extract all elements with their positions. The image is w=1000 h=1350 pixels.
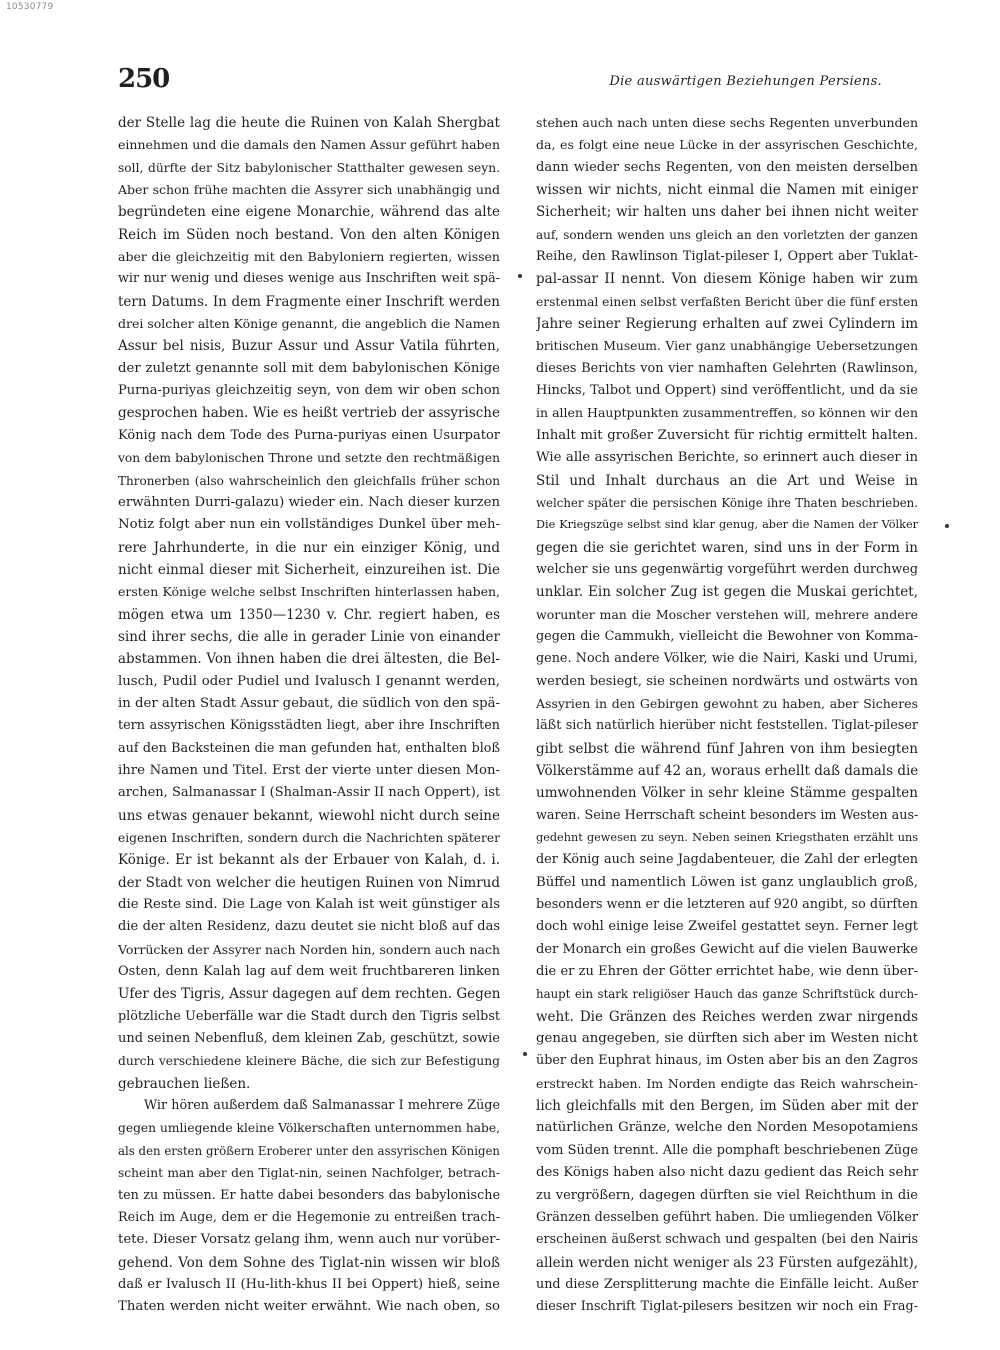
text-line: tern Datums. In dem Fragmente einer Inschrift werden [118,293,500,310]
text-line: Hincks, Talbot und Oppert) sind veröffentlicht, und da sie [536,383,918,399]
text-line: dieser Inschrift Tiglat-pilesers besitzen wir noch ein Frag- [536,1299,918,1315]
text-line: archen, Salmanassar I (Shalman-Assir II nach Oppert), ist [118,785,500,801]
text-line: Osten, denn Kalah lag auf dem weit fruchtbareren linken [118,964,500,980]
text-line: Inhalt mit großer Zuversicht für richtig ermittelt halten. [536,427,918,443]
text-line: britischen Museum. Vier ganz unabhängige Uebersetzungen [536,339,918,354]
text-line: Vorrücken der Assyrer nach Norden hin, sondern auch nach [118,941,500,957]
text-line: Sicherheit; wir halten uns daher bei ihnen nicht weiter [536,204,918,221]
text-line: wir nur wenig und dieses wenige aus Inschriften weit spä- [118,271,500,287]
text-line: Reich im Süden noch bestand. Von den alten Königen [118,226,500,243]
text-line: durch verschiedene kleinere Bäche, die sich zur Befestigung [118,1054,500,1069]
text-line: Völkerstämme auf 42 an, woraus erhellt daß damals die [536,762,918,779]
text-line: soll, dürfte der Sitz babylonischer Statthalter gewesen seyn. [118,160,500,175]
text-line: Assyrien in den Gebirgen gewohnt zu haben, aber Sicheres [536,695,918,711]
text-line: genau angegeben, sie dürften sich aber im Westen nicht [536,1031,918,1047]
text-line: uns etwas genauer bekannt, wiewohl nicht durch seine [118,807,500,824]
text-line: sind ihrer sechs, die alle in gerader Linie von einander [118,628,500,645]
text-line: dann wieder sechs Regenten, von den meisten derselben [536,159,918,175]
text-line: mögen etwa um 1350—1230 v. Chr. regiert haben, es [118,606,500,623]
text-line: Notiz folgt aber nun ein vollständiges Dunkel über meh- [118,517,500,533]
text-line: welcher später die persischen Könige ihre Thaten beschrieben. [536,495,918,510]
text-line: der zuletzt genannte soll mit dem babylonischen Könige [118,360,500,376]
text-line: die er zu Ehren der Götter errichtet habe, wie denn über- [536,964,918,980]
text-line: nicht einmal dieser mit Sicherheit, einzureihen ist. Die [118,561,500,578]
text-line: der König auch seine Jagdabenteuer, die Zahl der erlegten [536,852,918,868]
text-line: wissen wir nichts, nicht einmal die Namen mit einiger [536,182,918,199]
text-line: Reich im Auge, dem er die Hegemonie zu entreißen trach- [118,1209,500,1225]
text-line: als den ersten größern Eroberer unter den assyrischen Königen [118,1143,500,1158]
text-line: abstammen. Von ihnen haben die drei ältesten, die Bel- [118,651,500,668]
text-line: gegen die sie gerichtet waren, sind uns in der Form in [536,539,918,556]
text-line: gibt selbst die während fünf Jahren von ihm besiegten [536,740,918,757]
text-line: gehend. Von dem Sohne des Tiglat-nin wissen wir bloß [118,1254,500,1271]
text-line: der Stelle lag die heute die Ruinen von Kalah Shergbat [118,115,500,131]
text-line: Stil und Inhalt durchaus an die Art und Weise in [536,472,918,489]
text-line: gedehnt gewesen zu seyn. Neben seinen Kriegsthaten erzählt uns [536,831,918,844]
page-header [118,64,882,104]
text-line: Wir hören außerdem daß Salmanassar I mehrere Züge [144,1098,500,1114]
text-line: waren. Seine Herrschaft scheint besonders im Westen aus- [536,807,918,823]
text-line: über den Euphrat hinaus, im Osten aber bis an den Zagros [536,1053,918,1069]
text-line: in der alten Stadt Assur gebaut, die südlich von den spä- [118,695,500,711]
text-line: worunter man die Moscher verstehen will, mehrere andere [536,606,918,622]
text-line: Die Kriegszüge selbst sind klar genug, aber die Namen der Völker [536,518,918,532]
text-line: tete. Dieser Vorsatz gelang ihm, wenn auch nur vorüber- [118,1232,500,1248]
text-line: Purna-puriyas gleichzeitig seyn, von dem wir oben schon [118,383,500,399]
text-line: einnehmen und die damals den Namen Assur geführt haben [118,137,500,153]
text-line: umwohnenden Völker in sehr kleine Stämme gespalten [536,785,918,802]
text-line: gebrauchen ließen. [118,1075,251,1092]
text-line: gegen die Cammukh, vielleicht die Bewohner von Komma- [536,628,918,644]
text-line: zu vergrößern, dagegen dürften sie viel Reichthum in die [536,1187,918,1203]
text-line: Thaten werden nicht weiter erwähnt. Wie nach oben, so [118,1299,500,1315]
text-line: auf den Backsteinen die man gefunden hat, enthalten bloß [118,740,500,756]
text-line: Reihe, den Rawlinson Tiglat-pileser I, Oppert aber Tuklat- [536,249,918,265]
text-line: gegen umliegende kleine Völkerschaften unternommen habe, [118,1121,500,1136]
text-line: plötzliche Ueberfälle war die Stadt durch den Tigris selbst [118,1008,500,1024]
margin-speck [518,274,522,278]
text-line: Gränzen desselben geführt haben. Die umliegenden Völker [536,1209,918,1225]
text-line: die Reste sind. Die Lage von Kalah ist weit günstiger als [118,897,500,913]
text-line: läßt sich natürlich hierüber nicht feststellen. Tiglat-pileser [536,718,918,734]
text-line: und diese Zersplitterung machte die Einfälle leicht. Außer [536,1276,918,1292]
text-line: ten zu müssen. Er hatte dabei besonders das babylonische [118,1187,500,1203]
text-line: doch wohl einige leise Zweifel gestattet seyn. Ferner legt [536,919,918,935]
text-line: erstenmal einen selbst verfaßten Bericht über die fünf ersten [536,294,918,309]
text-line: rere Jahrhunderte, in die nur ein einziger König, und [118,539,500,556]
text-line: der Stadt von welcher die heutigen Ruinen von Nimrud [118,874,500,891]
text-line: aber die gleichzeitig mit den Babyloniern regierten, wissen [118,249,500,265]
text-line: Wie alle assyrischen Berichte, so erinnert auch dieser in [536,450,918,466]
text-line: Jahre seiner Regierung erhalten auf zwei Cylindern im [536,316,918,333]
text-line: auf, sondern wenden uns gleich an den vorletzten der ganzen [536,227,918,242]
text-line: ersten Könige welche selbst Inschriften hinterlassen haben, [118,584,500,600]
right-text-column [536,112,918,1319]
text-line: vom Süden trennt. Alle die pomphaft beschriebenen Züge [536,1142,918,1158]
text-line: erstreckt haben. Im Norden endigte das Reich wahrschein- [536,1075,918,1091]
text-line: pal-assar II nennt. Von diesem Könige haben wir zum [536,271,918,288]
text-line: und seinen Nebenfluß, dem kleinen Zab, geschützt, sowie [118,1031,500,1047]
text-line: dieses Berichts von vier namhaften Gelehrten (Rawlinson, [536,360,918,376]
text-line: Könige. Er ist bekannt als der Erbauer von Kalah, d. i. [118,852,500,869]
text-line: unklar. Ein solcher Zug ist gegen die Muskai gerichtet, [536,584,918,601]
text-line: eigenen Inschriften, sondern durch die Nachrichten späterer [118,831,500,845]
left-text-column [118,112,500,1319]
text-line: erscheinen äußerst schwach und gespalten (bei den Nairis [536,1232,918,1248]
text-line: Assur bel nisis, Buzur Assur und Assur Vatila führten, [118,338,500,355]
text-line: die der alten Residenz, dazu deutet sie nicht bloß auf das [118,919,500,935]
text-line: König nach dem Tode des Purna-puriyas einen Usurpator [118,427,500,443]
text-line: Thronerben (also wahrscheinlich den gleichfalls früher schon [118,473,500,488]
text-line: scheint man aber den Tiglat-nin, seinen Nachfolger, betrach- [118,1166,500,1181]
text-line: ihre Namen und Titel. Erst der vierte unter diesen Mon- [118,762,500,778]
text-line: in allen Hauptpunkten zusammentreffen, so können wir den [536,405,918,421]
text-line: gene. Noch andere Völker, wie die Nairi, Kaski und Urumi, [536,651,918,667]
text-line: lusch, Pudil oder Pudiel und Ivalusch I genannt werden, [118,673,500,689]
text-line: von dem babylonischen Throne und setzte den rechtmäßigen [118,451,500,466]
text-line: besonders wenn er die letzteren auf 920 angibt, so dürften [536,897,918,913]
margin-speck [945,524,949,528]
text-line: Aber schon frühe machten die Assyrer sich unabhängig und [118,182,500,198]
text-line: Büffel und namentlich Löwen ist ganz unglaublich groß, [536,874,918,890]
text-line: weht. Die Gränzen des Reiches werden zwar nirgends [536,1008,918,1025]
page-number: 250 [118,64,170,94]
text-line: da, es folgt eine neue Lücke in der assyrischen Geschichte, [536,137,918,153]
text-line: Ufer des Tigris, Assur dagegen auf dem rechten. Gegen [118,986,500,1003]
text-line: daß er Ivalusch II (Hu-lith-khus II bei Oppert) hieß, seine [118,1276,500,1292]
text-line: lich gleichfalls mit den Bergen, im Süden aber mit der [536,1098,918,1115]
scan-identifier: 10530779 [6,2,54,12]
text-line: stehen auch nach unten diese sechs Regenten unverbunden [536,115,918,130]
text-line: begründeten eine eigene Monarchie, während das alte [118,204,500,221]
text-line: des Königs haben also nicht dazu gedient das Reich sehr [536,1165,918,1181]
text-line: welcher sie uns gegenwärtig vorgeführt werden durchweg [536,561,918,577]
text-line: gesprochen haben. Wie es heißt vertrieb der assyrische [118,405,500,422]
margin-speck [523,1052,527,1056]
text-line: haupt ein stark religiöser Hauch das ganze Schriftstück durch- [536,987,918,1002]
text-line: erwähnten Durri-galazu) wieder ein. Nach dieser kurzen [118,494,500,510]
text-line: der Monarch ein großes Gewicht auf die vielen Bauwerke [536,941,918,957]
text-line: tern assyrischen Königsstädten liegt, aber ihre Inschriften [118,718,500,734]
text-line: allein werden nicht weniger als 23 Fürsten aufgezählt), [536,1254,918,1271]
running-head: Die auswärtigen Beziehungen Persiens. [609,74,882,89]
text-line: natürlichen Gränze, welche den Norden Mesopotamiens [536,1120,918,1136]
text-line: werden besiegt, sie scheinen nordwärts und ostwärts von [536,673,918,689]
text-line: drei solcher alten Könige genannt, die angeblich die Namen [118,316,500,332]
